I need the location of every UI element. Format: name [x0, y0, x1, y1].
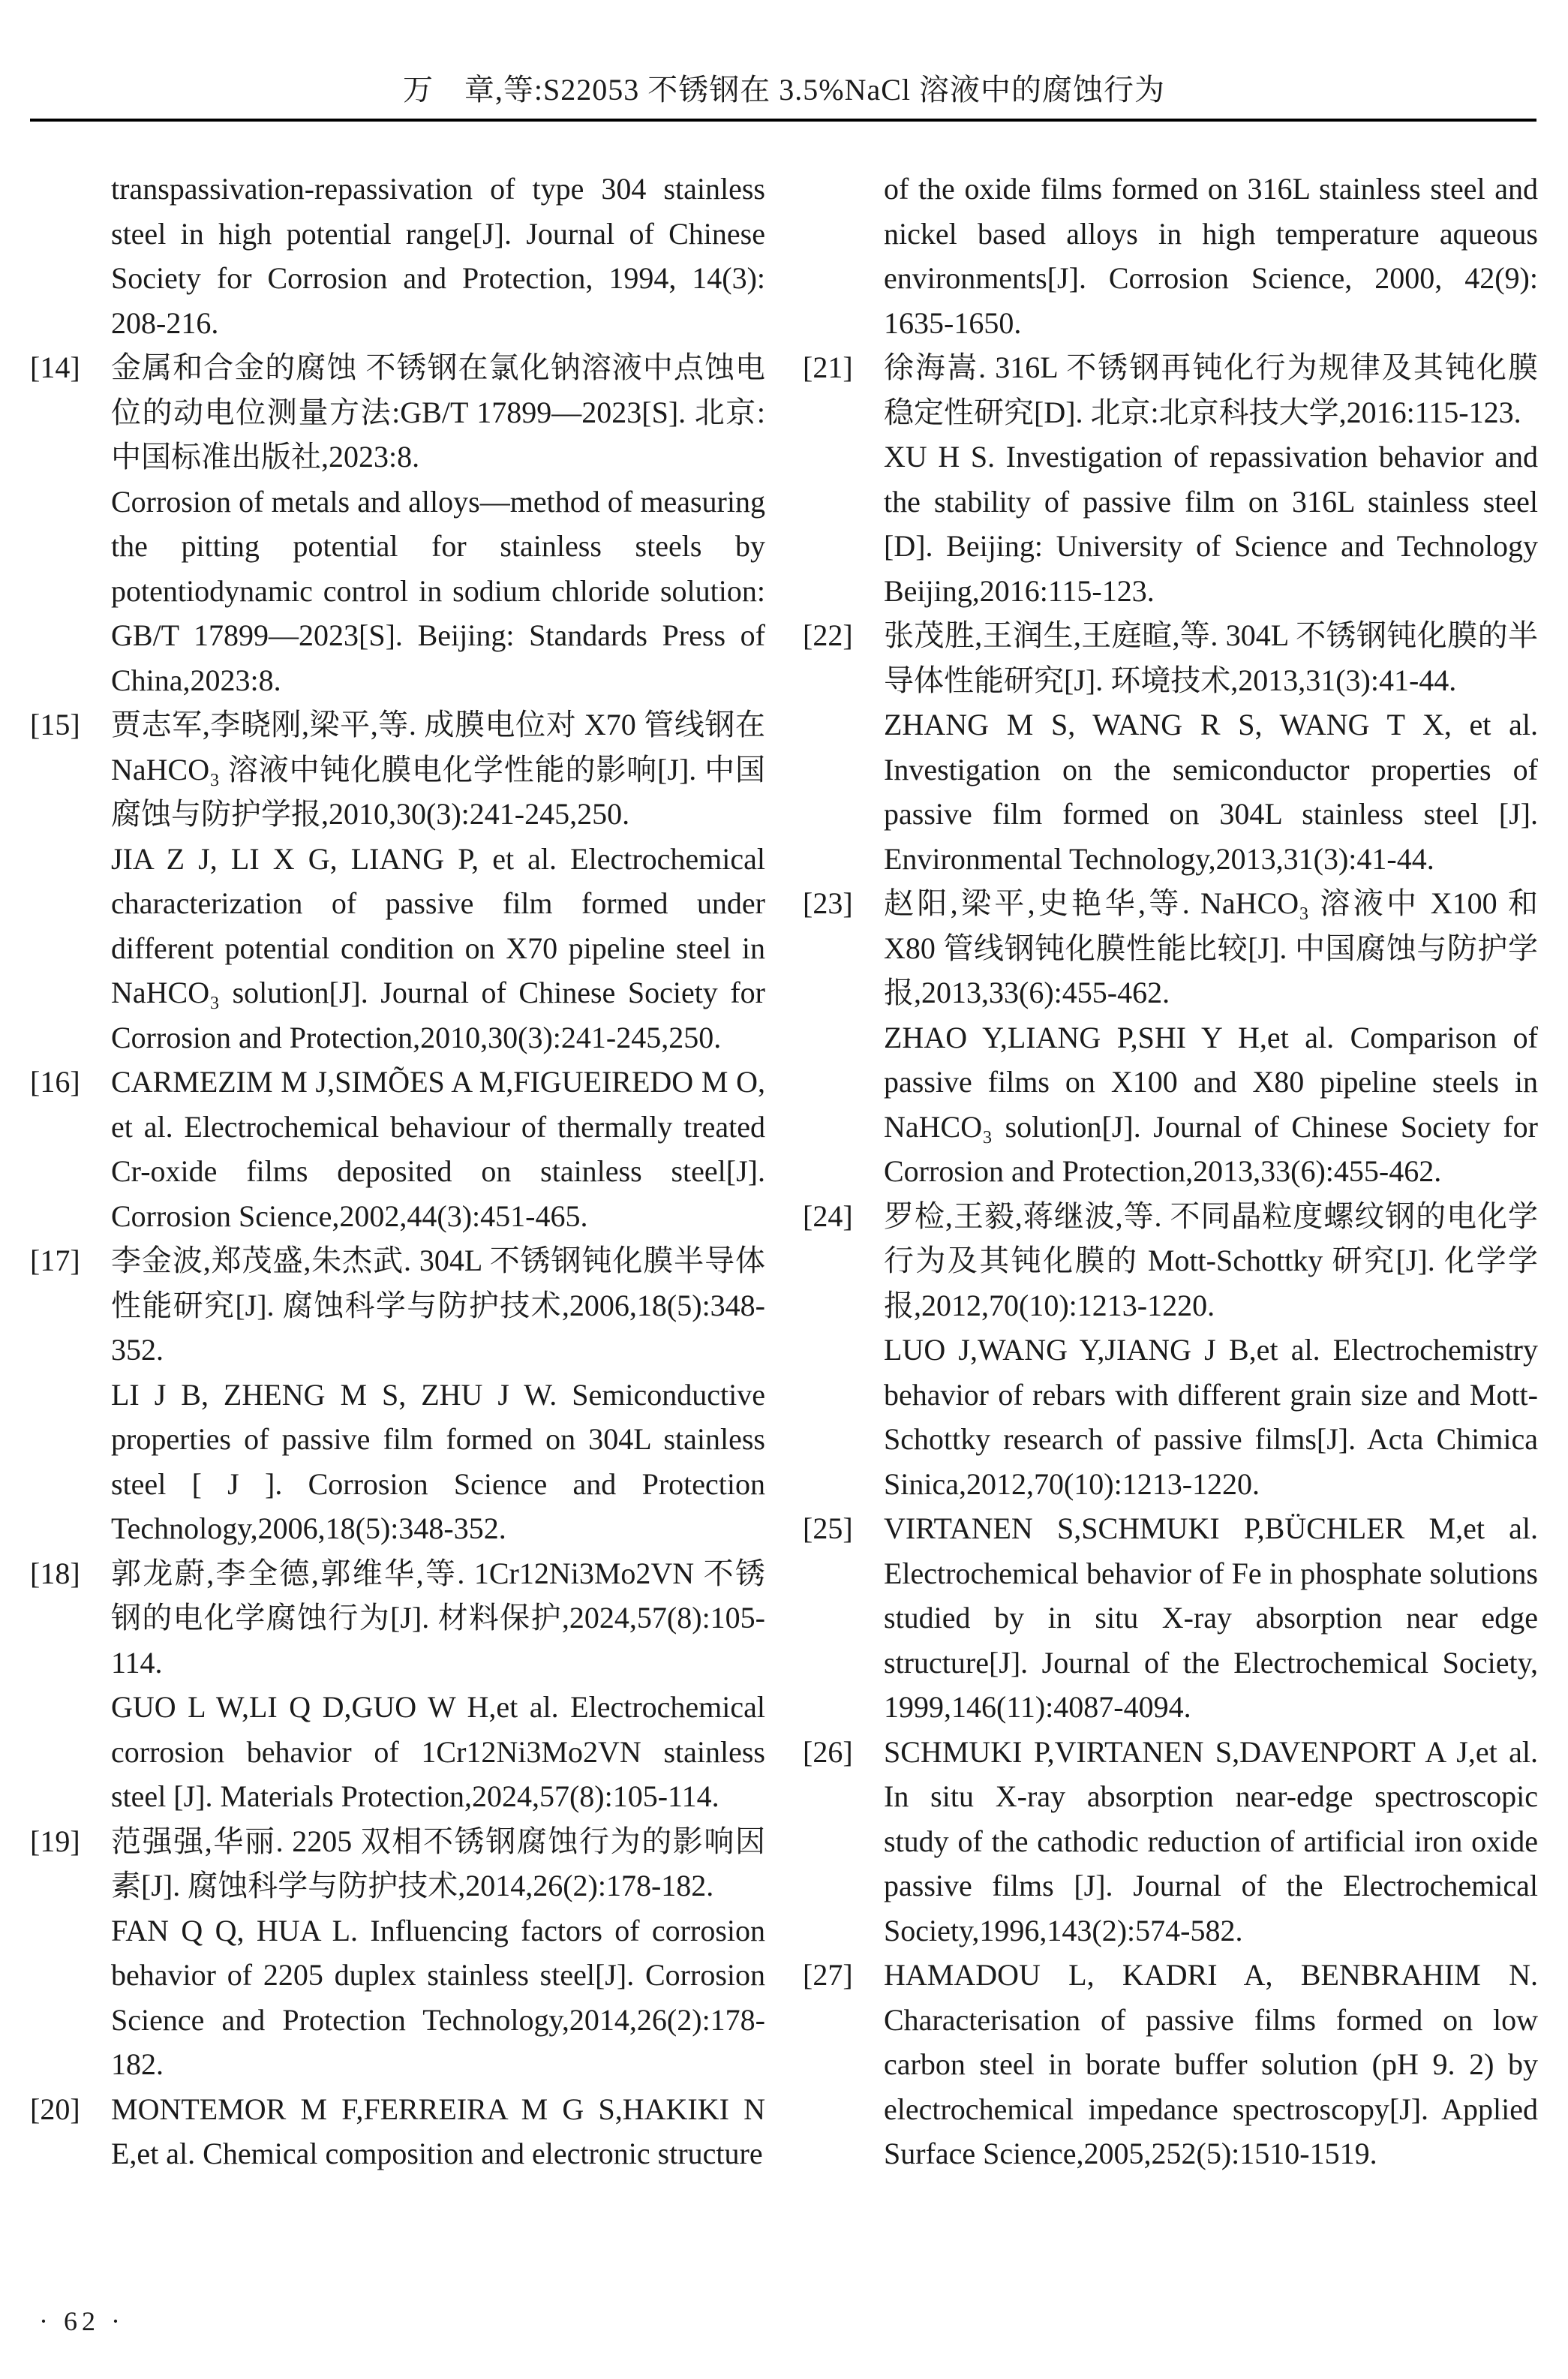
reference-paragraph: Corrosion of metals and alloys—method of measuring the pitting potential for stainless steels by potentiodynamic control in sodium chloride solution: GB/T 17899—2023[S]. Beijing: Standards Press of China,2023:8.	[111, 484, 765, 697]
reference-paragraph: 赵阳,梁平,史艳华,等. NaHCO₃ 溶液中 X100 和 X80 管线钢钝化膜性能比较[J]. 中国腐蚀与防护学报,2013,33(6):455-462.	[884, 886, 1538, 1009]
reference-number: [17]	[30, 1244, 80, 1277]
reference-text	[884, 613, 1538, 881]
reference-text	[884, 167, 1538, 345]
reference-number: [25]	[803, 1511, 853, 1545]
reference-number: [23]	[803, 886, 853, 920]
running-header-title: 万 章,等:S22053 不锈钢在 3.5%NaCl 溶液中的腐蚀行为	[402, 73, 1166, 107]
references-left-column	[30, 167, 765, 2176]
reference-paragraph: VIRTANEN S,SCHMUKI P,BÜCHLER M,et al. Electrochemical behavior of Fe in phosphate solutions studied by in situ X-ray absorption near edge structure[J]. Journal of the Electrochemical Society, 1999,146(11):4087-4094.	[884, 1511, 1538, 1724]
reference-paragraph: FAN Q Q, HUA L. Influencing factors of corrosion behavior of 2205 duplex stainless steel[J]. Corrosion Science and Protection Technology,2014,26(2):178-182.	[111, 1913, 765, 2081]
reference-number: [20]	[30, 2092, 80, 2126]
reference-item	[30, 1819, 765, 2087]
page-number: · 62 ·	[39, 2306, 125, 2336]
reference-number: [24]	[803, 1199, 853, 1233]
reference-item	[30, 2087, 765, 2176]
reference-number: [16]	[30, 1065, 80, 1099]
reference-item	[803, 1953, 1538, 2176]
reference-paragraph: JIA Z J, LI X G, LIANG P, et al. Electrochemical characterization of passive film formed under different potential condition on X70 pipeline steel in NaHCO₃ solution[J]. Journal of Chinese Society for Corrosion and Protection,2010,30(3):241-245,250.	[111, 841, 765, 1054]
reference-text	[111, 1238, 765, 1551]
reference-item	[803, 167, 1538, 345]
reference-paragraph: LI J B, ZHENG M S, ZHU J W. Semiconductive properties of passive film formed on 304L stainless steel [ J ]. Corrosion Science and Protection Technology,2006,18(5):348-352.	[111, 1377, 765, 1545]
reference-number: [26]	[803, 1734, 853, 1769]
reference-item	[30, 1060, 765, 1238]
reference-text	[884, 345, 1538, 613]
reference-item	[30, 1238, 765, 1551]
reference-item	[803, 1194, 1538, 1507]
reference-paragraph: 郭龙蔚,李全德,郭维华,等. 1Cr12Ni3Mo2VN 不锈钢的电化学腐蚀行为[J]. 材料保护,2024,57(8):105-114.	[111, 1556, 765, 1680]
reference-paragraph: 张茂胜,王润生,王庭暄,等. 304L 不锈钢钝化膜的半导体性能研究[J]. 环境技术,2013,31(3):41-44.	[884, 618, 1538, 697]
reference-paragraph: transpassivation-repassivation of type 304 stainless steel in high potential range[J]. Journal of Chinese Society for Corrosion and Protection, 1994, 14(3): 208-216.	[111, 172, 765, 340]
reference-text	[111, 1551, 765, 1819]
reference-paragraph: LUO J,WANG Y,JIANG J B,et al. Electrochemistry behavior of rebars with different grain size and Mott-Schottky research of passive films[J]. Acta Chimica Sinica,2012,70(10):1213-1220.	[884, 1333, 1538, 1501]
reference-text	[884, 1194, 1538, 1507]
reference-paragraph: XU H S. Investigation of repassivation behavior and the stability of passive film on 316L stainless steel [D]. Beijing: University of Science and Technology Beijing,2016:115-123.	[884, 440, 1538, 608]
reference-paragraph: SCHMUKI P,VIRTANEN S,DAVENPORT A J,et al. In situ X-ray absorption near-edge spectroscopic study of the cathodic reduction of artificial iron oxide passive films [J]. Journal of the Electrochemical Society,1996,143(2):574-582.	[884, 1734, 1538, 1947]
reference-item	[30, 702, 765, 1060]
reference-paragraph: ZHAO Y,LIANG P,SHI Y H,et al. Comparison of passive films on X100 and X80 pipeline steels in NaHCO₃ solution[J]. Journal of Chinese Society for Corrosion and Protection,2013,33(6):455-462.	[884, 1020, 1538, 1188]
reference-paragraph: GUO L W,LI Q D,GUO W H,et al. Electrochemical corrosion behavior of 1Cr12Ni3Mo2VN stainless steel [J]. Materials Protection,2024,57(8):105-114.	[111, 1690, 765, 1813]
reference-number: [19]	[30, 1824, 80, 1858]
reference-text	[111, 345, 765, 702]
reference-paragraph: 徐海嵩. 316L 不锈钢再钝化行为规律及其钝化膜稳定性研究[D]. 北京:北京科技大学,2016:115-123.	[884, 350, 1538, 429]
reference-text	[111, 1060, 765, 1238]
reference-text	[111, 2087, 765, 2176]
reference-text	[884, 1506, 1538, 1730]
reference-text	[111, 1819, 765, 2087]
reference-item	[803, 881, 1538, 1194]
reference-text	[884, 881, 1538, 1194]
reference-paragraph: 罗检,王毅,蒋继波,等. 不同晶粒度螺纹钢的电化学行为及其钝化膜的 Mott-Schottky 研究[J]. 化学学报,2012,70(10):1213-1220.	[884, 1199, 1538, 1322]
reference-paragraph: CARMEZIM M J,SIMÕES A M,FIGUEIREDO M O, et al. Electrochemical behaviour of thermally treated Cr-oxide films deposited on stainless steel[J]. Corrosion Science,2002,44(3):451-465.	[111, 1065, 765, 1233]
reference-number: [21]	[803, 350, 853, 384]
reference-number: [14]	[30, 350, 80, 384]
reference-item	[30, 167, 765, 345]
reference-number: [18]	[30, 1556, 80, 1590]
reference-number: [15]	[30, 708, 80, 741]
reference-paragraph: MONTEMOR M F,FERREIRA M G S,HAKIKI N E,et al. Chemical composition and electronic structure	[111, 2092, 765, 2170]
reference-paragraph: of the oxide films formed on 316L stainless steel and nickel based alloys in high temperature aqueous environments[J]. Corrosion Science, 2000, 42(9): 1635-1650.	[884, 172, 1538, 340]
reference-number: [27]	[803, 1958, 853, 1992]
reference-text	[884, 1730, 1538, 1953]
reference-paragraph: 范强强,华丽. 2205 双相不锈钢腐蚀行为的影响因素[J]. 腐蚀科学与防护技术,2014,26(2):178-182.	[111, 1824, 765, 1902]
reference-text	[111, 167, 765, 345]
reference-paragraph: 李金波,郑茂盛,朱杰武. 304L 不锈钢钝化膜半导体性能研究[J]. 腐蚀科学与防护技术,2006,18(5):348-352.	[111, 1244, 765, 1367]
reference-item	[30, 345, 765, 702]
reference-item	[803, 613, 1538, 881]
reference-paragraph: ZHANG M S, WANG R S, WANG T X, et al. Investigation on the semiconductor properties of passive film formed on 304L stainless steel [J]. Environmental Technology,2013,31(3):41-44.	[884, 708, 1538, 876]
reference-paragraph: 贾志军,李晓刚,梁平,等. 成膜电位对 X70 管线钢在 NaHCO₃ 溶液中钝化膜电化学性能的影响[J]. 中国腐蚀与防护学报,2010,30(3):241-245,250.	[111, 708, 765, 831]
reference-item	[803, 1506, 1538, 1730]
reference-text	[884, 1953, 1538, 2176]
reference-item	[803, 1730, 1538, 1953]
reference-paragraph: 金属和合金的腐蚀 不锈钢在氯化钠溶液中点蚀电位的动电位测量方法:GB/T 17899—2023[S]. 北京:中国标准出版社,2023:8.	[111, 350, 765, 474]
header-rule	[30, 119, 1536, 122]
reference-number: [22]	[803, 618, 853, 652]
references-section	[30, 167, 1538, 2176]
reference-item	[30, 1551, 765, 1819]
references-right-column	[803, 167, 1538, 2176]
reference-text	[111, 702, 765, 1060]
reference-item	[803, 345, 1538, 613]
reference-paragraph: HAMADOU L, KADRI A, BENBRAHIM N. Characterisation of passive films formed on low carbon steel in borate buffer solution (pH 9. 2) by electrochemical impedance spectroscopy[J]. Applied Surface Science,2005,252(5):1510-1519.	[884, 1958, 1538, 2170]
